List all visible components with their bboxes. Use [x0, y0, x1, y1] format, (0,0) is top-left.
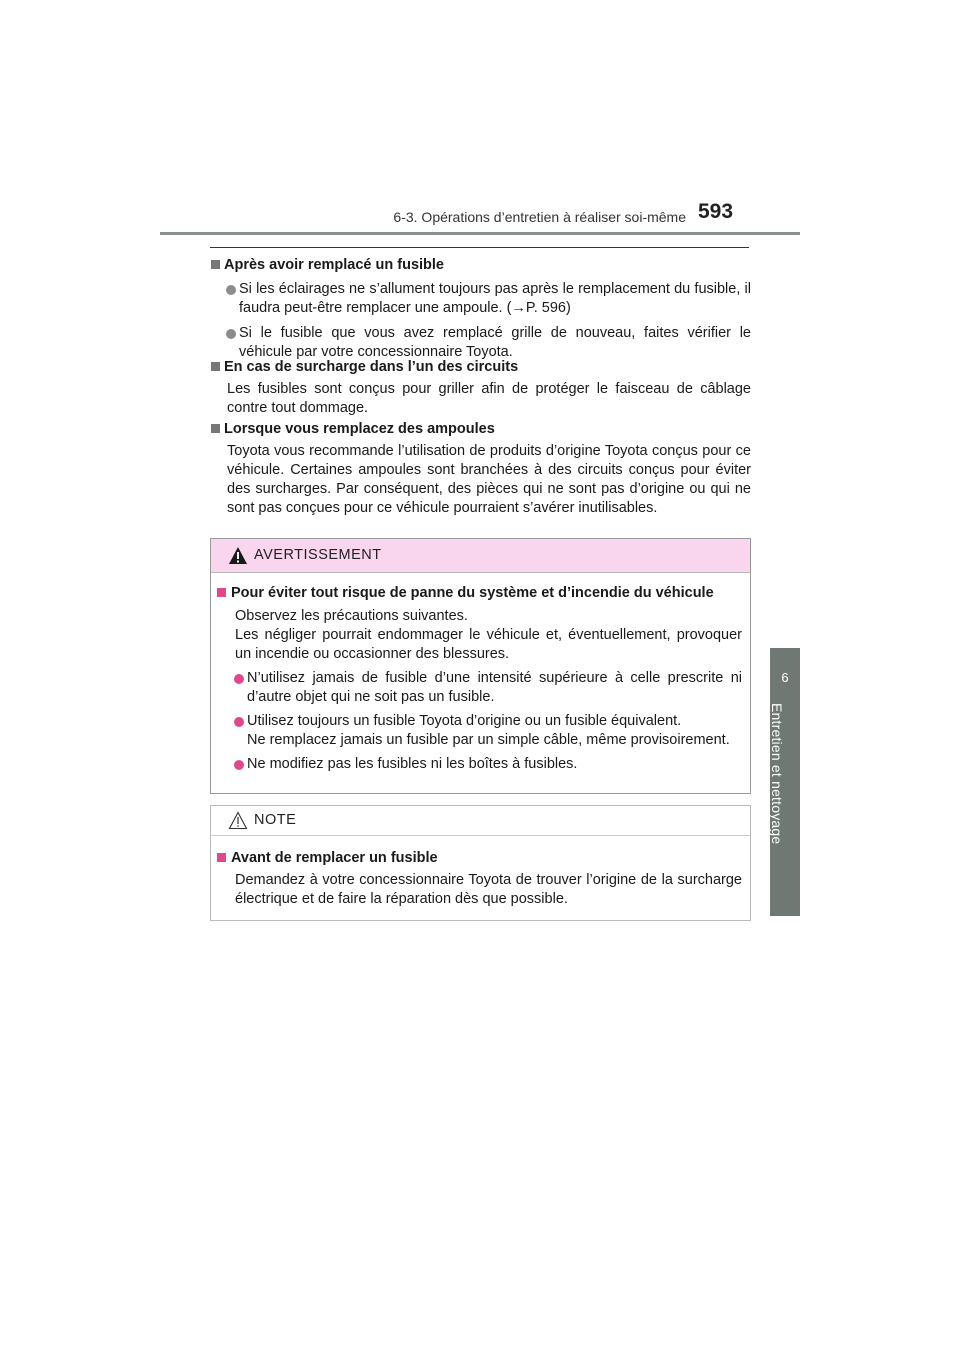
- chapter-label: Entretien et nettoyage: [769, 703, 785, 845]
- note-heading: [217, 849, 742, 868]
- square-bullet-icon: [211, 362, 220, 371]
- section-heading: [211, 358, 751, 377]
- caution-triangle-outline-icon: [228, 811, 248, 830]
- chapter-number: 6: [781, 670, 789, 685]
- section-heading-text: En cas de surcharge dans l’un des circuits: [224, 359, 519, 375]
- list-item-extra-text: Ne remplacez jamais un fusible par un simple câble, même provisoirement.: [247, 732, 730, 748]
- square-bullet-icon: [217, 588, 226, 597]
- square-bullet-icon: [211, 260, 220, 269]
- note-paragraph: Demandez à votre concessionnaire Toyota de trouver l’origine de la surcharge électrique et de faire la réparation dès que possible.: [235, 872, 742, 907]
- section-paragraph: Toyota vous recommande l’utilisation de produits d’origine Toyota conçus pour ce véhicule. Certaines ampoules sont branchées à des circuits conçus pour éviter des surcharges. Par conséquent, des pièces qui ne sont pas d’origine ou qui ne sont pas conçues pour ce véhicule pourraient s’avérer inutilisables.: [227, 443, 751, 516]
- section-heading-text: Après avoir remplacé un fusible: [224, 257, 444, 273]
- chapter-side-tab[interactable]: [770, 648, 800, 916]
- warning-intro-consequence: Les négliger pourrait endommager le véhicule et, éventuellement, provoquer un incendie ou occasionner des blessures.: [235, 627, 742, 662]
- note-box-body: [211, 836, 750, 923]
- section-paragraph: Les fusibles sont conçus pour griller afin de protéger le faisceau de câblage contre tout dommage.: [227, 381, 751, 416]
- list-item-text: Ne modifiez pas les fusibles ni les boîtes à fusibles.: [247, 756, 578, 772]
- warning-heading-text: Pour éviter tout risque de panne du système et d’incendie du véhicule: [231, 585, 714, 601]
- round-bullet-icon: [226, 285, 236, 295]
- header-rule: [160, 232, 800, 235]
- warning-box-body: [211, 573, 750, 788]
- square-bullet-icon: [217, 853, 226, 862]
- section-circuit-overload: [211, 358, 751, 418]
- list-item: [211, 324, 751, 362]
- section-replacing-bulbs: [211, 420, 751, 518]
- content-top-rule: [210, 247, 749, 248]
- round-bullet-icon: [234, 674, 244, 684]
- round-bullet-icon: [234, 760, 244, 770]
- section-heading-text: Lorsque vous remplacez des ampoules: [224, 421, 495, 437]
- list-item-text: Utilisez toujours un fusible Toyota d’origine ou un fusible équivalent.: [247, 713, 682, 729]
- note-label: NOTE: [254, 812, 297, 828]
- section-after-replacing-fuse: [211, 256, 751, 362]
- page-number: 593: [698, 200, 734, 223]
- note-box-header: [211, 806, 750, 836]
- list-item-text: Si le fusible que vous avez remplacé grille de nouveau, faites vérifier le véhicule par votre concessionnaire Toyota.: [239, 325, 751, 360]
- square-bullet-icon: [211, 424, 220, 433]
- header-section-title: 6-3. Opérations d’entretien à réaliser soi-même: [393, 209, 686, 225]
- note-heading-text: Avant de remplacer un fusible: [231, 850, 438, 866]
- warning-triangle-icon: [228, 546, 248, 565]
- list-item-text: Si les éclairages ne s’allument toujours pas après le remplacement du fusible, il faudra peut-être remplacer une ampoule. (→P. 596): [239, 281, 751, 316]
- warning-label: AVERTISSEMENT: [254, 547, 382, 563]
- list-item: [217, 669, 742, 707]
- warning-box-header: [211, 539, 750, 573]
- list-item-text: N’utilisez jamais de fusible d’une intensité supérieure à celle prescrite ni d’autre objet qui ne soit pas un fusible.: [247, 670, 742, 705]
- warning-intro: Observez les précautions suivantes.: [235, 608, 468, 624]
- note-box: [210, 805, 751, 921]
- round-bullet-icon: [226, 329, 236, 339]
- list-item: [217, 755, 742, 774]
- round-bullet-icon: [234, 717, 244, 727]
- list-item: [211, 280, 751, 318]
- warning-box: [210, 538, 751, 794]
- warning-heading: [217, 584, 742, 603]
- section-heading: [211, 420, 751, 439]
- section-heading: [211, 256, 751, 275]
- list-item: [217, 712, 742, 750]
